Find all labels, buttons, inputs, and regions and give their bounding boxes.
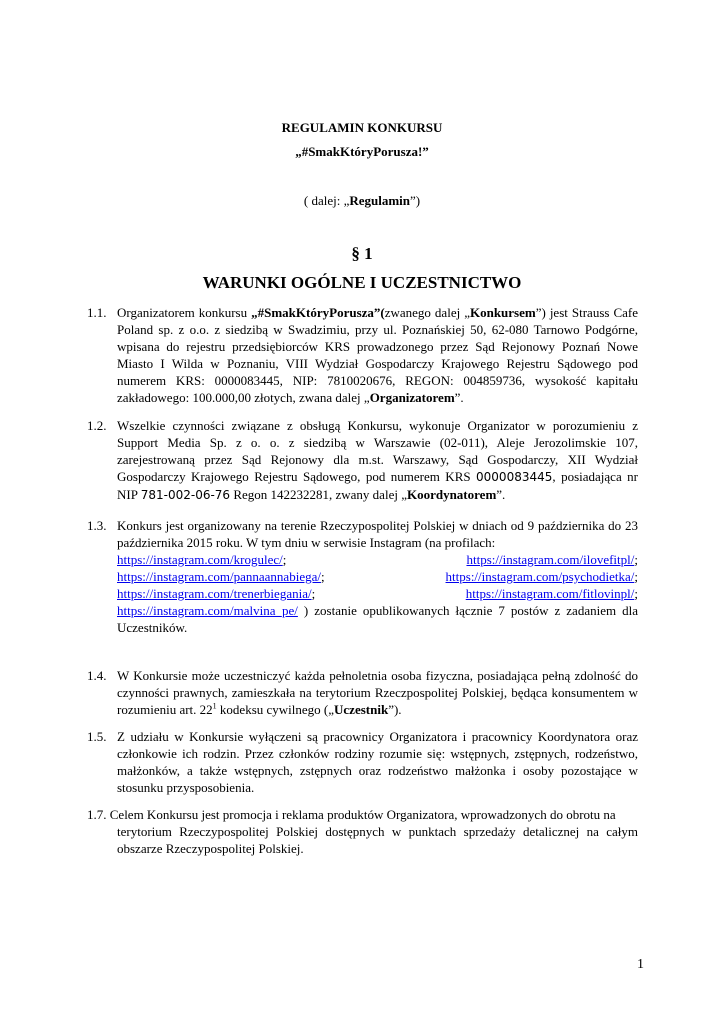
instagram-link[interactable]: https://instagram.com/malvina_pe/	[117, 603, 298, 618]
alias-line: ( dalej: „Regulamin”)	[303, 193, 421, 208]
paragraph-number: 1.5.	[87, 729, 107, 744]
paragraph-1-2: Wszelkie czynności związane z obsługą Konkursu, wykonuje Organizator w porozumieniu z Support Media Sp. z o. o. z siedzibą w Warszawie (02-011), Aleje Jerozolimskie 107, zarejestrowaną przez Sąd Rejonowy dla m.st. Warszawy, Sąd Gospodarczy, XII Wydział Gospodarczy Krajowego Rejestru Sądowego, pod numerem KRS 0000083445, posiadająca nr NIP 781-002-06-76 Regon 142232281, zwany dalej „Koordynatorem”.	[117, 418, 638, 502]
paragraph-number: 1.3.	[87, 518, 107, 533]
contest-name: „#SmakKtóryPorusza!”	[295, 144, 429, 159]
paragraph-1-4: W Konkursie może uczestniczyć każda pełnoletnia osoba fizyczna, posiadająca pełną zdolność do czynności prawnych, zamieszkała na terytorium Rzeczpospolitej Polskiej, będąca konsumentem w rozumieniu art. $22^1$ kodeksu cywilnego („Uczestnik”).	[117, 668, 638, 717]
links-row-3: https://instagram.com/trenerbiegania/; https://instagram.com/fitlovinpl/;	[117, 586, 638, 601]
page-number: 1	[637, 957, 644, 972]
instagram-link[interactable]: https://instagram.com/pannaannabiega/	[117, 569, 321, 584]
paragraph-number: 1.1.	[87, 305, 107, 320]
paragraph-1-3: Konkurs jest organizowany na terenie Rzeczypospolitej Polskiej w dniach od 9 października do 23 października 2015 roku. W tym dniu w serwisie Instagram (na profilach: https://instagram.com/krogulec/; https://instagram.com/ilovefitpl/; https://instagram.com/pannaannabiega/; https://instagram.com/psychodietka/; https://instagram.com/trenerbiegania/; https://instagram.com/fitlovinpl/; https://instagram.com/malvina_pe/ ) zostanie opublikowanych łącznie 7 postów z zadaniem dla Uczestników.	[117, 518, 638, 635]
links-row-1: https://instagram.com/krogulec/; https://instagram.com/ilovefitpl/;	[117, 552, 638, 567]
instagram-link[interactable]: https://instagram.com/psychodietka/	[445, 569, 635, 584]
paragraph-1-1: Organizatorem konkursu „#SmakKtóryPorusza”(zwanego dalej „Konkursem”) jest Strauss Cafe Poland sp. z o.o. z siedzibą w Swadzimiu, przy ul. Poznańskiej 50, 62-080 Tarnowo Podgórne, wpisana do rejestru przedsiębiorców KRS prowadzonego przez Sąd Rejonowy Poznań Nowe Miasto I Wilda w Poznaniu, VIII Wydział Gospodarczy Krajowego Rejestru Sądowego pod numerem KRS: 0000083445, NIP: 7810020676, REGON: 004859736, wysokość kapitału zakładowego: 100.000,00 złotych, zwana dalej „Organizatorem”.	[117, 305, 638, 405]
section-number: § 1	[351, 244, 373, 263]
paragraph-1-7-rest: terytorium Rzeczypospolitej Polskiej dostępnych w punktach sprzedaży detalicznej na całym obszarze Rzeczypospolitej Polskiej.	[117, 824, 638, 856]
links-row-2: https://instagram.com/pannaannabiega/; https://instagram.com/psychodietka/;	[117, 569, 638, 584]
instagram-link[interactable]: https://instagram.com/fitlovinpl/	[465, 586, 635, 601]
paragraph-number: 1.2.	[87, 418, 107, 433]
instagram-link[interactable]: https://instagram.com/trenerbiegania/	[117, 586, 312, 601]
paragraph-1-7-first-line: 1.7. Celem Konkursu jest promocja i reklama produktów Organizatora, wprowadzonych do obrotu na	[87, 807, 616, 822]
instagram-link[interactable]: https://instagram.com/krogulec/	[117, 552, 283, 567]
paragraph-1-5: Z udziału w Konkursie wyłączeni są pracownicy Organizatora i pracownicy Koordynatora oraz członkowie ich rodzin. Przez członków rodziny rozumie się: wstępnych, zstępnych, rodzeństwo, małżonków, a także wstępnych, zstępnych oraz rodzeństwo małżonka i osoby pozostające w stosunku przysposobienia.	[117, 729, 638, 795]
instagram-link[interactable]: https://instagram.com/ilovefitpl/	[466, 552, 635, 567]
document-title: REGULAMIN KONKURSU	[281, 120, 443, 135]
paragraph-number: 1.4.	[87, 668, 107, 683]
section-title: WARUNKI OGÓLNE I UCZESTNICTWO	[202, 273, 522, 292]
